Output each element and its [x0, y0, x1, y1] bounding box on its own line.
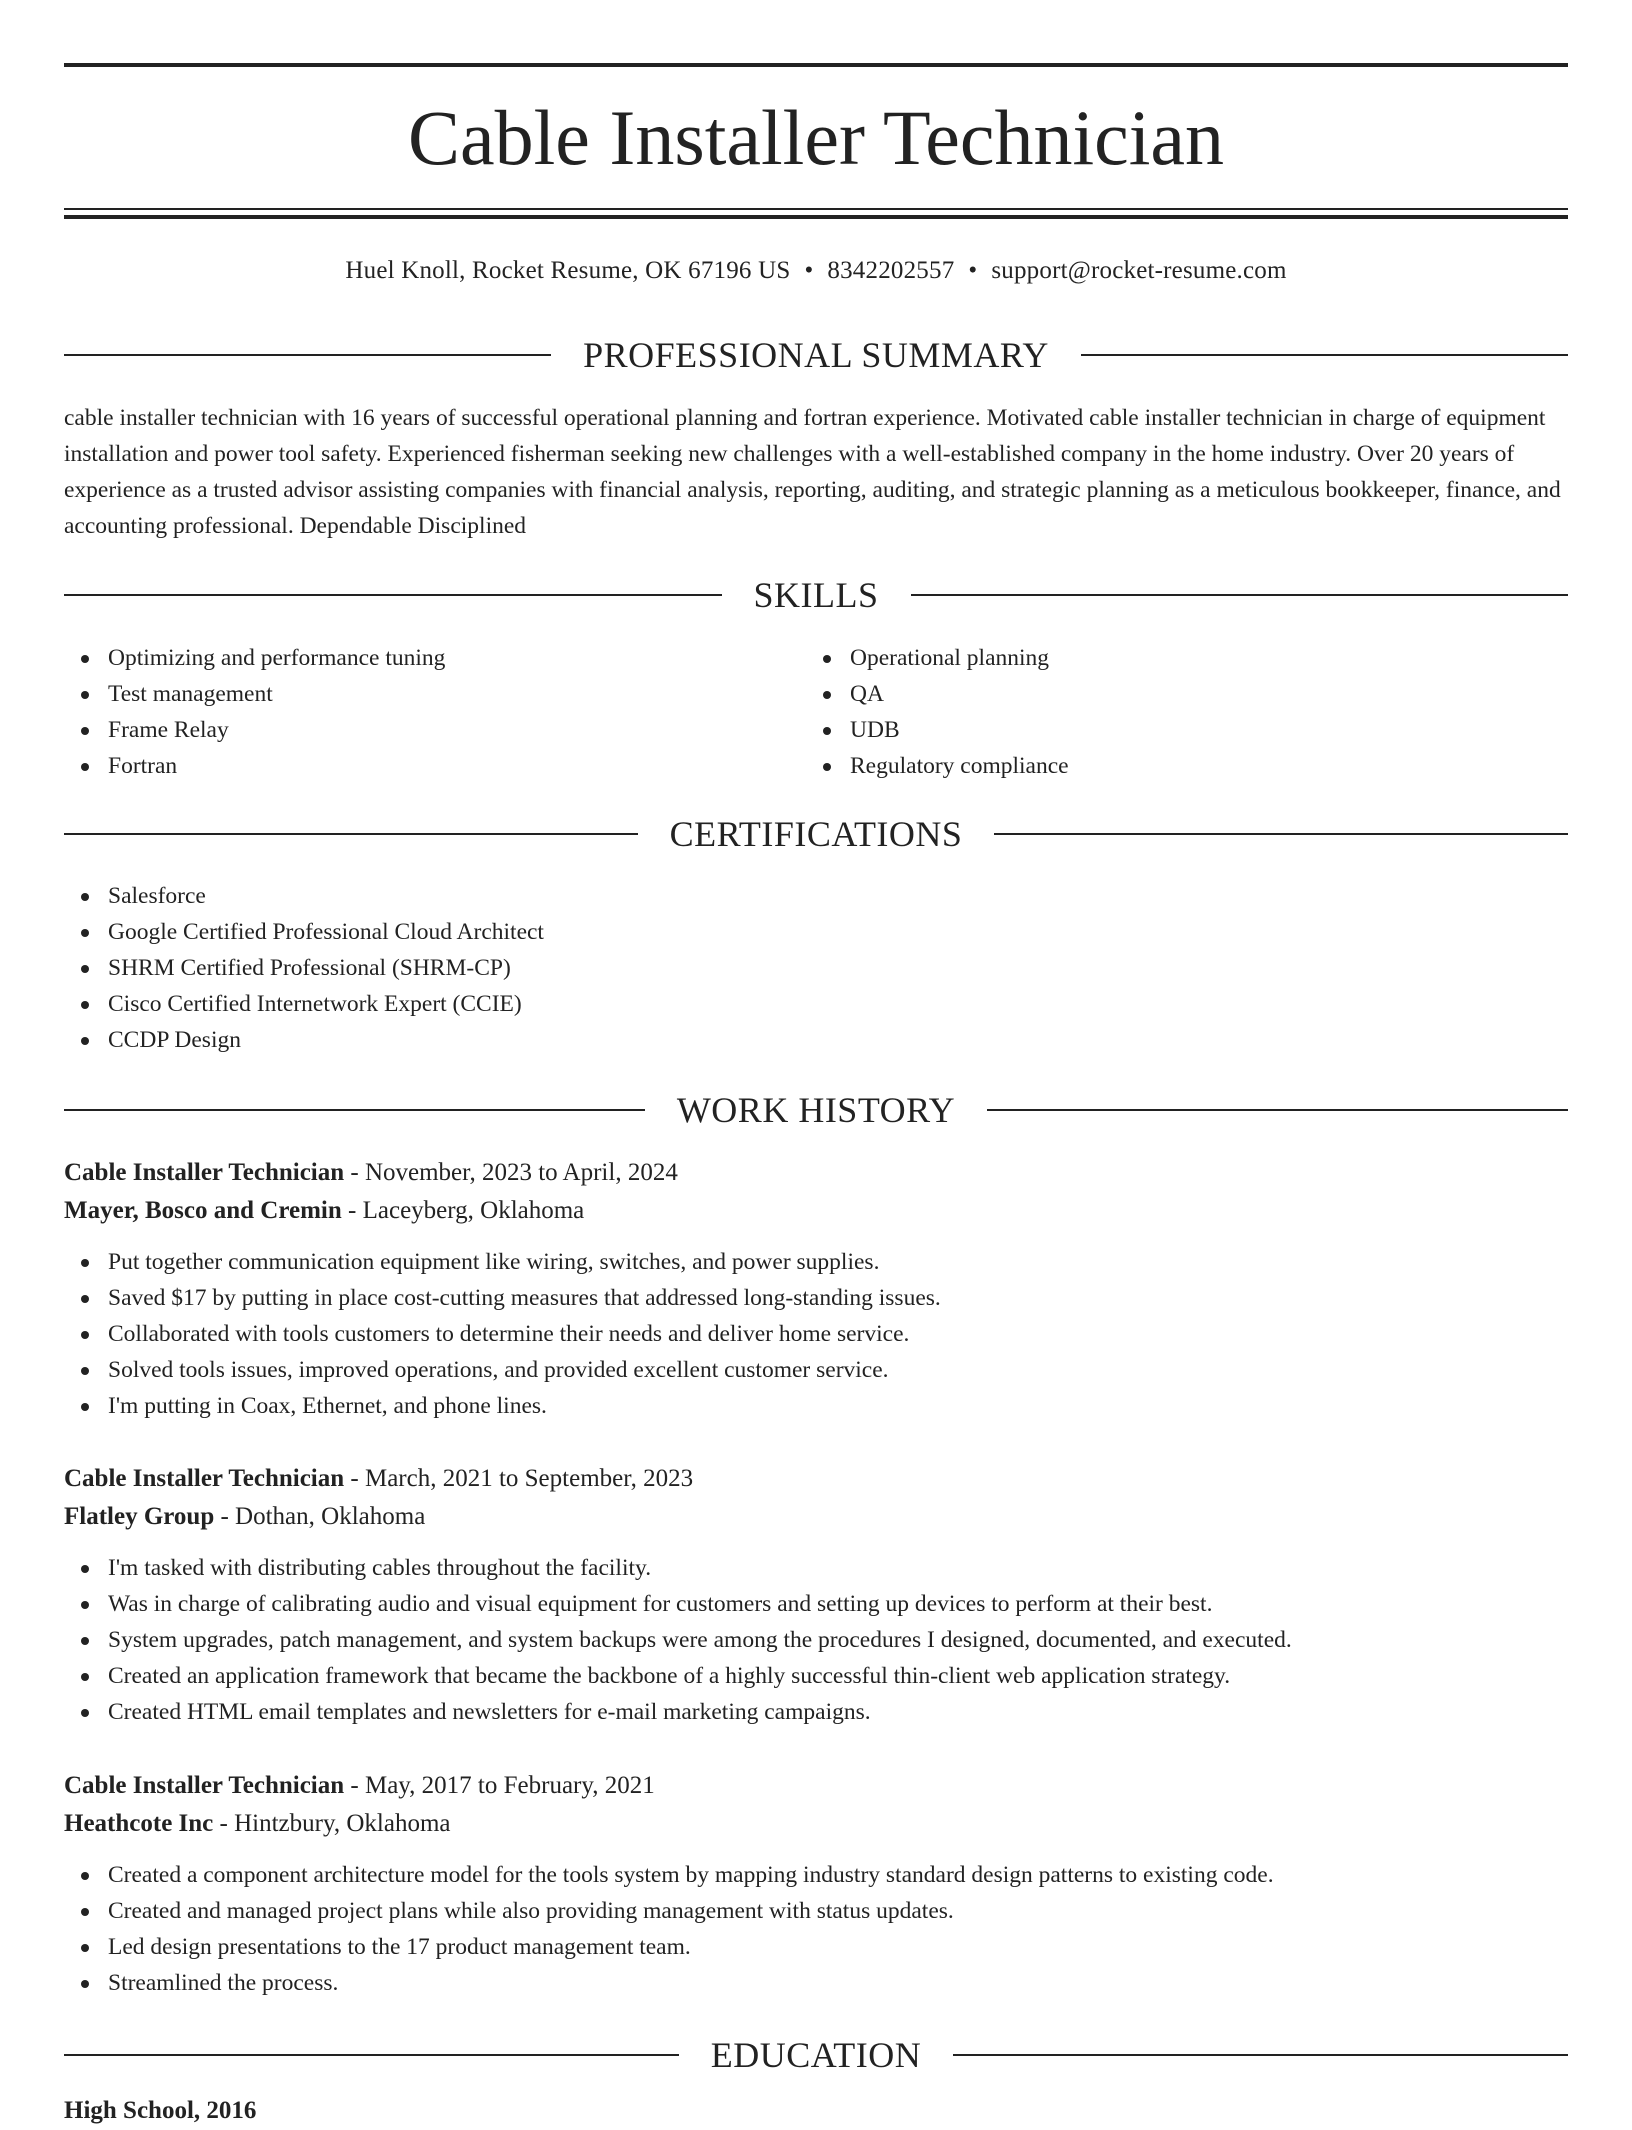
skill-item: Operational planning	[806, 640, 1069, 676]
header-top-rule	[64, 63, 1568, 67]
skills-list-right	[806, 640, 1069, 784]
job-entry	[64, 1154, 1568, 1424]
job-company: Heathcote Inc	[64, 1810, 214, 1837]
job-title-line	[64, 1460, 1568, 1498]
certification-item: SHRM Certified Professional (SHRM-CP)	[64, 950, 544, 986]
job-company-line	[64, 1805, 1568, 1843]
skill-item: Regulatory compliance	[806, 748, 1069, 784]
section-rule-left	[64, 833, 638, 835]
job-duty: I'm putting in Coax, Ethernet, and phone lines.	[64, 1388, 1568, 1424]
section-header-skills	[64, 573, 1568, 617]
job-duty: Saved $17 by putting in place cost-cutting measures that addressed long-standing issues.	[64, 1280, 1568, 1316]
summary-paragraph: cable installer technician with 16 years of successful operational planning and fortran experience. Motivated cable installer technician in charge of equipment installation and power tool safety. Experienced fisherman seeking new challenges with a well-established company in the home industry. Over 20 years of experience as a trusted advisor assisting companies with financial analysis, reporting, auditing, and strategic planning as a meticulous bookkeeper, finance, and accounting professional. Dependable Disciplined	[64, 405, 1561, 539]
job-duty: Created a component architecture model for the tools system by mapping industry standard design patterns to existing code.	[64, 1857, 1568, 1893]
section-rule-right	[1081, 354, 1568, 356]
section-title-certifications: CERTIFICATIONS	[669, 814, 963, 854]
job-company: Mayer, Bosco and Cremin	[64, 1197, 342, 1224]
job-duty: Led design presentations to the 17 product management team.	[64, 1929, 1568, 1965]
job-location: - Hintzbury, Oklahoma	[213, 1810, 451, 1837]
skill-item: Optimizing and performance tuning	[64, 640, 445, 676]
section-title-work-history: WORK HISTORY	[676, 1090, 956, 1130]
job-company: Flatley Group	[64, 1503, 215, 1530]
section-rule-left	[64, 2054, 679, 2056]
section-header-work-history	[64, 1088, 1568, 1132]
skill-item: UDB	[806, 712, 1069, 748]
education-entry: High School, 2016	[64, 2097, 257, 2124]
job-duty: Was in charge of calibrating audio and visual equipment for customers and setting up devices to perform at their best.	[64, 1586, 1568, 1622]
section-rule-right	[953, 2054, 1568, 2056]
job-duty: Solved tools issues, improved operations, and provided excellent customer service.	[64, 1352, 1568, 1388]
section-rule-right	[994, 833, 1568, 835]
section-header-education	[64, 2033, 1568, 2077]
certification-item: Salesforce	[64, 878, 544, 914]
job-title: Cable Installer Technician	[64, 1772, 345, 1799]
job-location: - Dothan, Oklahoma	[214, 1503, 426, 1530]
job-duties-list	[64, 1244, 1568, 1424]
job-entry	[64, 1460, 1568, 1730]
job-duty: Created HTML email templates and newsletters for e-mail marketing campaigns.	[64, 1694, 1568, 1730]
section-title-skills: SKILLS	[753, 575, 879, 615]
contact-separator: •	[804, 257, 814, 284]
job-duty: Streamlined the process.	[64, 1965, 1568, 2001]
section-title-summary: PROFESSIONAL SUMMARY	[583, 335, 1049, 375]
contact-separator: •	[968, 257, 978, 284]
job-company-line	[64, 1192, 1568, 1230]
skill-item: QA	[806, 676, 1069, 712]
section-rule-left	[64, 594, 722, 596]
section-header-certifications	[64, 812, 1568, 856]
job-duties-list	[64, 1550, 1568, 1730]
certification-item: CCDP Design	[64, 1022, 544, 1058]
section-rule-right	[911, 594, 1569, 596]
job-duty: Created and managed project plans while also providing management with status updates.	[64, 1893, 1568, 1929]
section-rule-left	[64, 1109, 645, 1111]
contact-line	[64, 254, 1568, 288]
section-header-summary	[64, 333, 1568, 377]
contact-email: support@rocket-resume.com	[991, 257, 1287, 284]
skill-item: Fortran	[64, 748, 445, 784]
job-duty: System upgrades, patch management, and system backups were among the procedures I designed, documented, and executed.	[64, 1622, 1568, 1658]
job-title: Cable Installer Technician	[64, 1465, 345, 1492]
header-divider-thick	[64, 215, 1568, 219]
skill-item: Test management	[64, 676, 445, 712]
contact-phone: 8342202557	[827, 257, 955, 284]
job-duty: Created an application framework that became the backbone of a highly successful thin-client web application strategy.	[64, 1658, 1568, 1694]
section-rule-left	[64, 354, 551, 356]
job-duties-list	[64, 1857, 1568, 2001]
job-title: Cable Installer Technician	[64, 1159, 345, 1186]
header-divider-thin	[64, 208, 1568, 210]
job-duty: Put together communication equipment like wiring, switches, and power supplies.	[64, 1244, 1568, 1280]
certifications-list	[64, 878, 544, 1058]
certification-item: Google Certified Professional Cloud Architect	[64, 914, 544, 950]
job-dates: - May, 2017 to February, 2021	[344, 1772, 655, 1799]
resume-title: Cable Installer Technician	[407, 94, 1225, 181]
job-location: - Laceyberg, Oklahoma	[341, 1197, 585, 1224]
skills-list-left	[64, 640, 445, 784]
job-entry	[64, 1767, 1568, 2001]
section-rule-right	[987, 1109, 1568, 1111]
certification-item: Cisco Certified Internetwork Expert (CCIE)	[64, 986, 544, 1022]
skill-item: Frame Relay	[64, 712, 445, 748]
contact-address: Huel Knoll, Rocket Resume, OK 67196 US	[345, 257, 791, 284]
section-title-education: EDUCATION	[710, 2035, 922, 2075]
job-title-line	[64, 1154, 1568, 1192]
job-duty: I'm tasked with distributing cables throughout the facility.	[64, 1550, 1568, 1586]
job-title-line	[64, 1767, 1568, 1805]
job-dates: - March, 2021 to September, 2023	[344, 1465, 694, 1492]
job-duty: Collaborated with tools customers to determine their needs and deliver home service.	[64, 1316, 1568, 1352]
job-company-line	[64, 1498, 1568, 1536]
job-dates: - November, 2023 to April, 2024	[344, 1159, 678, 1186]
